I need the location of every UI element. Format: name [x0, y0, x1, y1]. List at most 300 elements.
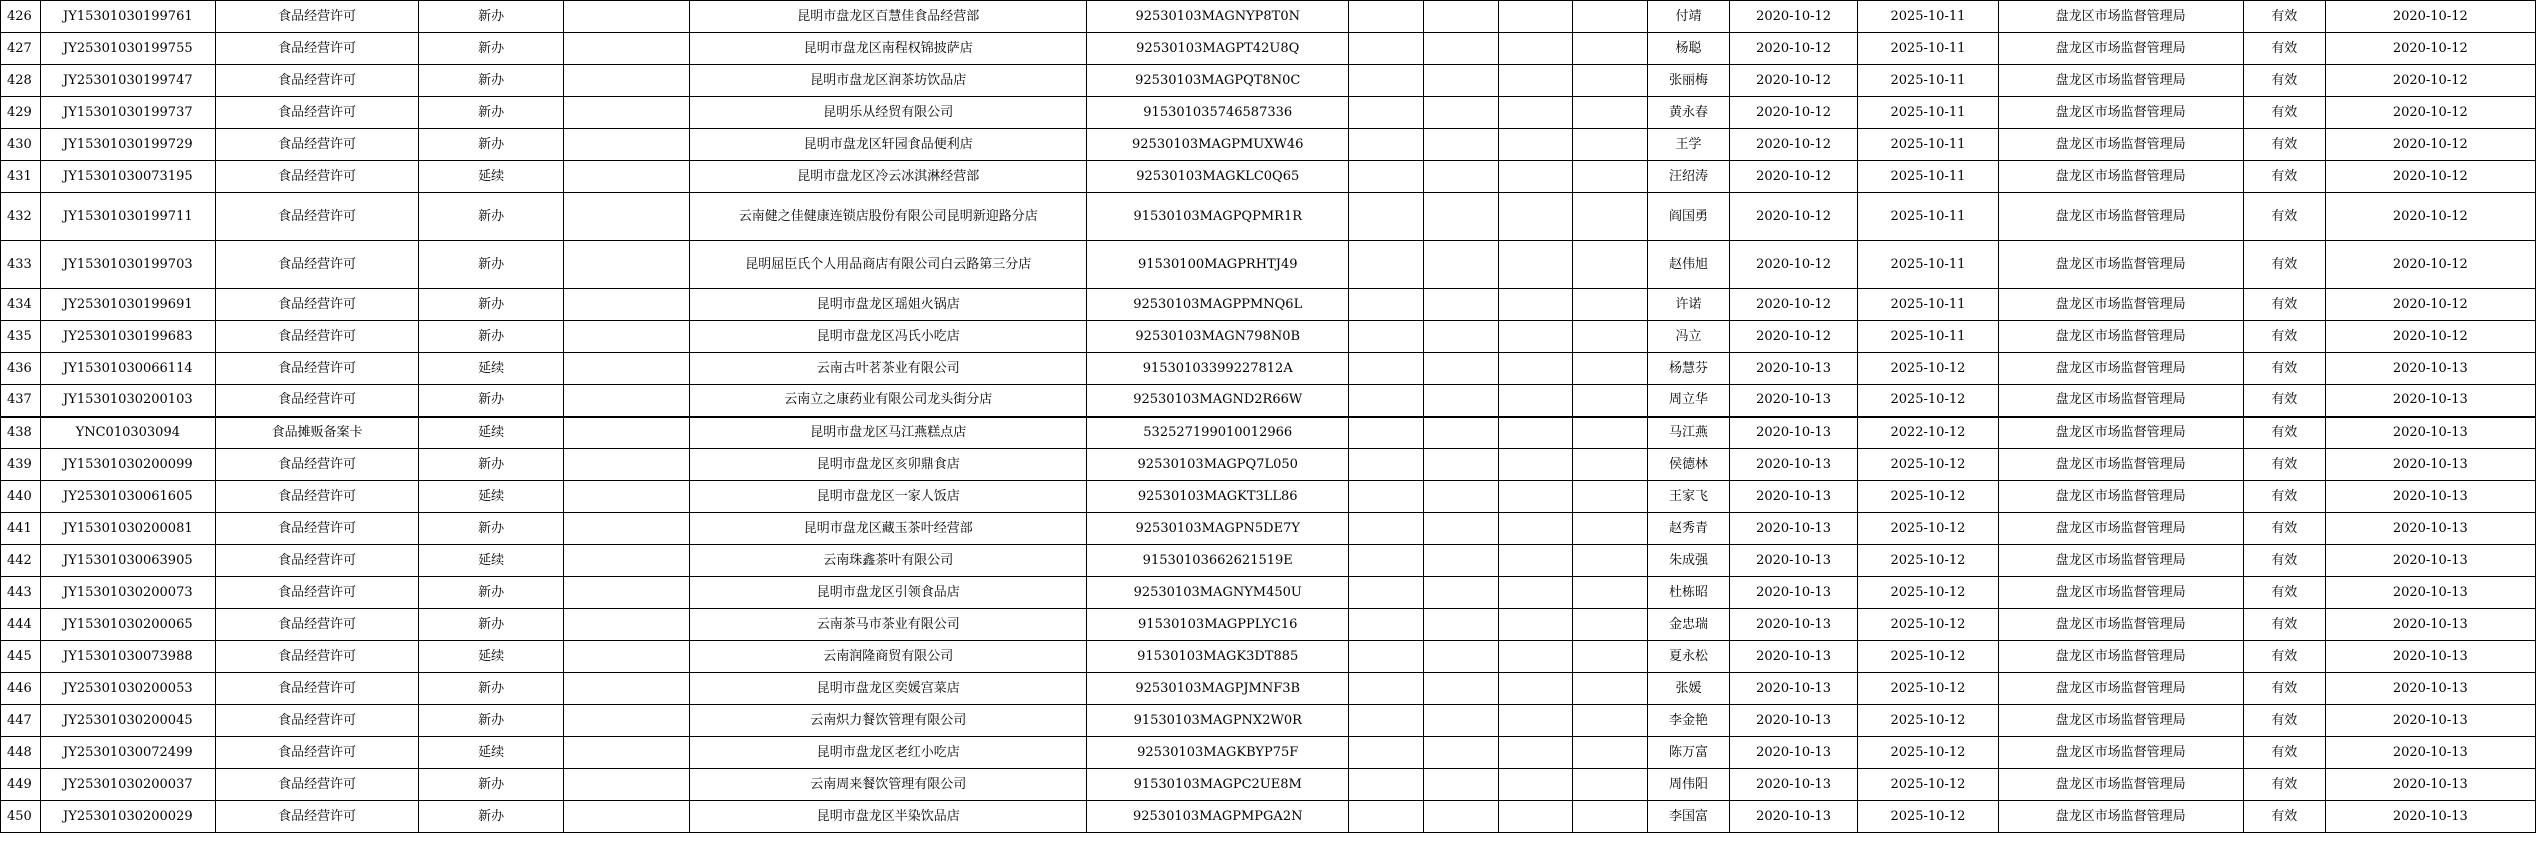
- cell-credit-code[interactable]: 91530103574658733​6: [1087, 97, 1349, 129]
- cell-issuing-authority[interactable]: 盘龙区市场监督管理局: [1998, 705, 2243, 737]
- cell-license-number[interactable]: JY15301030200103: [40, 385, 215, 417]
- cell-credit-code[interactable]: 91530103MAGPC2UE8M: [1087, 769, 1349, 801]
- cell-blank-col-a[interactable]: [564, 673, 690, 705]
- cell-blank-col-b[interactable]: [1349, 481, 1424, 513]
- cell-issue-date[interactable]: 2020-10-12: [1729, 97, 1858, 129]
- cell-row-number[interactable]: 438: [1, 417, 41, 449]
- cell-expiry-date[interactable]: 2025-10-12: [1858, 481, 1998, 513]
- cell-business-name[interactable]: 昆明市盘龙区亥卯鼎食店: [690, 449, 1087, 481]
- cell-business-name[interactable]: 昆明乐从经贸有限公司: [690, 97, 1087, 129]
- cell-application-type[interactable]: 新办: [419, 769, 564, 801]
- cell-license-number[interactable]: JY15301030199729: [40, 129, 215, 161]
- cell-blank-col-a[interactable]: [564, 545, 690, 577]
- cell-blank-col-c[interactable]: [1423, 385, 1498, 417]
- cell-validity-status[interactable]: 有效: [2243, 609, 2325, 641]
- cell-row-number[interactable]: 435: [1, 321, 41, 353]
- cell-row-number[interactable]: 430: [1, 129, 41, 161]
- cell-issuing-authority[interactable]: 盘龙区市场监督管理局: [1998, 353, 2243, 385]
- cell-blank-col-e[interactable]: [1573, 769, 1648, 801]
- cell-blank-col-c[interactable]: [1423, 1, 1498, 33]
- cell-blank-col-e[interactable]: [1573, 353, 1648, 385]
- cell-license-number[interactable]: JY25301030199683: [40, 321, 215, 353]
- cell-issuing-authority[interactable]: 盘龙区市场监督管理局: [1998, 609, 2243, 641]
- cell-blank-col-a[interactable]: [564, 449, 690, 481]
- cell-decision-date[interactable]: 2020-10-13: [2325, 801, 2535, 833]
- cell-business-name[interactable]: 昆明市盘龙区老红小吃店: [690, 737, 1087, 769]
- cell-legal-representative[interactable]: 冯立: [1648, 321, 1730, 353]
- cell-license-number[interactable]: JY15301030200073: [40, 577, 215, 609]
- cell-decision-date[interactable]: 2020-10-13: [2325, 705, 2535, 737]
- cell-blank-col-b[interactable]: [1349, 129, 1424, 161]
- cell-application-type[interactable]: 新办: [419, 97, 564, 129]
- cell-legal-representative[interactable]: 许诺: [1648, 289, 1730, 321]
- cell-legal-representative[interactable]: 夏永松: [1648, 641, 1730, 673]
- cell-expiry-date[interactable]: 2025-10-11: [1858, 193, 1998, 241]
- cell-issuing-authority[interactable]: 盘龙区市场监督管理局: [1998, 769, 2243, 801]
- cell-blank-col-b[interactable]: [1349, 97, 1424, 129]
- cell-business-name[interactable]: 昆明市盘龙区瑶姐火锅店: [690, 289, 1087, 321]
- cell-blank-col-c[interactable]: [1423, 673, 1498, 705]
- cell-row-number[interactable]: 449: [1, 769, 41, 801]
- cell-license-number[interactable]: JY15301030063905: [40, 545, 215, 577]
- cell-blank-col-d[interactable]: [1498, 193, 1573, 241]
- cell-application-type[interactable]: 延续: [419, 417, 564, 449]
- cell-license-type[interactable]: 食品经营许可: [215, 321, 418, 353]
- cell-blank-col-b[interactable]: [1349, 705, 1424, 737]
- cell-license-number[interactable]: JY15301030200099: [40, 449, 215, 481]
- cell-application-type[interactable]: 新办: [419, 33, 564, 65]
- cell-license-type[interactable]: 食品经营许可: [215, 353, 418, 385]
- cell-validity-status[interactable]: 有效: [2243, 193, 2325, 241]
- cell-issuing-authority[interactable]: 盘龙区市场监督管理局: [1998, 97, 2243, 129]
- cell-application-type[interactable]: 新办: [419, 577, 564, 609]
- cell-business-name[interactable]: 云南珠鑫茶叶有限公司: [690, 545, 1087, 577]
- cell-validity-status[interactable]: 有效: [2243, 641, 2325, 673]
- cell-application-type[interactable]: 延续: [419, 545, 564, 577]
- cell-license-number[interactable]: JY15301030200065: [40, 609, 215, 641]
- cell-blank-col-d[interactable]: [1498, 801, 1573, 833]
- cell-issue-date[interactable]: 2020-10-13: [1729, 513, 1858, 545]
- cell-blank-col-d[interactable]: [1498, 641, 1573, 673]
- cell-issuing-authority[interactable]: 盘龙区市场监督管理局: [1998, 321, 2243, 353]
- cell-blank-col-c[interactable]: [1423, 241, 1498, 289]
- cell-decision-date[interactable]: 2020-10-12: [2325, 1, 2535, 33]
- cell-blank-col-a[interactable]: [564, 577, 690, 609]
- cell-blank-col-b[interactable]: [1349, 801, 1424, 833]
- cell-blank-col-a[interactable]: [564, 769, 690, 801]
- cell-blank-col-b[interactable]: [1349, 241, 1424, 289]
- cell-issuing-authority[interactable]: 盘龙区市场监督管理局: [1998, 577, 2243, 609]
- cell-blank-col-d[interactable]: [1498, 129, 1573, 161]
- cell-license-type[interactable]: 食品摊贩备案卡: [215, 417, 418, 449]
- cell-blank-col-d[interactable]: [1498, 545, 1573, 577]
- cell-legal-representative[interactable]: 侯德林: [1648, 449, 1730, 481]
- cell-validity-status[interactable]: 有效: [2243, 545, 2325, 577]
- cell-issue-date[interactable]: 2020-10-13: [1729, 385, 1858, 417]
- cell-credit-code[interactable]: 92530103MAGPN5DE7Y: [1087, 513, 1349, 545]
- cell-legal-representative[interactable]: 周立华: [1648, 385, 1730, 417]
- cell-issue-date[interactable]: 2020-10-13: [1729, 673, 1858, 705]
- cell-blank-col-e[interactable]: [1573, 801, 1648, 833]
- cell-blank-col-a[interactable]: [564, 97, 690, 129]
- cell-issue-date[interactable]: 2020-10-12: [1729, 65, 1858, 97]
- cell-license-number[interactable]: JY15301030066114: [40, 353, 215, 385]
- cell-expiry-date[interactable]: 2025-10-12: [1858, 577, 1998, 609]
- cell-application-type[interactable]: 新办: [419, 321, 564, 353]
- cell-blank-col-c[interactable]: [1423, 97, 1498, 129]
- cell-row-number[interactable]: 426: [1, 1, 41, 33]
- cell-legal-representative[interactable]: 朱成强: [1648, 545, 1730, 577]
- cell-issue-date[interactable]: 2020-10-12: [1729, 193, 1858, 241]
- cell-blank-col-c[interactable]: [1423, 289, 1498, 321]
- cell-license-type[interactable]: 食品经营许可: [215, 801, 418, 833]
- cell-expiry-date[interactable]: 2025-10-11: [1858, 161, 1998, 193]
- cell-blank-col-a[interactable]: [564, 241, 690, 289]
- cell-blank-col-d[interactable]: [1498, 417, 1573, 449]
- cell-application-type[interactable]: 延续: [419, 737, 564, 769]
- cell-expiry-date[interactable]: 2025-10-12: [1858, 673, 1998, 705]
- cell-validity-status[interactable]: 有效: [2243, 513, 2325, 545]
- cell-issue-date[interactable]: 2020-10-13: [1729, 769, 1858, 801]
- cell-blank-col-e[interactable]: [1573, 1, 1648, 33]
- cell-validity-status[interactable]: 有效: [2243, 481, 2325, 513]
- cell-row-number[interactable]: 434: [1, 289, 41, 321]
- cell-legal-representative[interactable]: 赵秀青: [1648, 513, 1730, 545]
- cell-row-number[interactable]: 443: [1, 577, 41, 609]
- cell-validity-status[interactable]: 有效: [2243, 33, 2325, 65]
- cell-issuing-authority[interactable]: 盘龙区市场监督管理局: [1998, 801, 2243, 833]
- cell-blank-col-c[interactable]: [1423, 641, 1498, 673]
- cell-legal-representative[interactable]: 杜栋昭: [1648, 577, 1730, 609]
- cell-blank-col-b[interactable]: [1349, 161, 1424, 193]
- cell-credit-code[interactable]: 92530103MAGKT3LL86: [1087, 481, 1349, 513]
- cell-row-number[interactable]: 444: [1, 609, 41, 641]
- cell-license-type[interactable]: 食品经营许可: [215, 705, 418, 737]
- cell-blank-col-a[interactable]: [564, 33, 690, 65]
- cell-validity-status[interactable]: 有效: [2243, 737, 2325, 769]
- cell-expiry-date[interactable]: 2025-10-12: [1858, 513, 1998, 545]
- cell-blank-col-e[interactable]: [1573, 161, 1648, 193]
- cell-decision-date[interactable]: 2020-10-12: [2325, 33, 2535, 65]
- cell-credit-code[interactable]: 92530103MAGND2R66W: [1087, 385, 1349, 417]
- cell-expiry-date[interactable]: 2025-10-12: [1858, 705, 1998, 737]
- cell-license-number[interactable]: JY15301030199711: [40, 193, 215, 241]
- cell-blank-col-d[interactable]: [1498, 33, 1573, 65]
- cell-validity-status[interactable]: 有效: [2243, 161, 2325, 193]
- cell-application-type[interactable]: 新办: [419, 241, 564, 289]
- cell-license-type[interactable]: 食品经营许可: [215, 129, 418, 161]
- cell-license-type[interactable]: 食品经营许可: [215, 449, 418, 481]
- cell-row-number[interactable]: 428: [1, 65, 41, 97]
- cell-blank-col-b[interactable]: [1349, 641, 1424, 673]
- cell-expiry-date[interactable]: 2025-10-12: [1858, 385, 1998, 417]
- cell-blank-col-d[interactable]: [1498, 769, 1573, 801]
- cell-issuing-authority[interactable]: 盘龙区市场监督管理局: [1998, 641, 2243, 673]
- cell-decision-date[interactable]: 2020-10-12: [2325, 65, 2535, 97]
- cell-license-number[interactable]: JY15301030073195: [40, 161, 215, 193]
- cell-expiry-date[interactable]: 2025-10-12: [1858, 545, 1998, 577]
- cell-license-type[interactable]: 食品经营许可: [215, 577, 418, 609]
- cell-blank-col-b[interactable]: [1349, 385, 1424, 417]
- cell-blank-col-a[interactable]: [564, 1, 690, 33]
- cell-issuing-authority[interactable]: 盘龙区市场监督管理局: [1998, 129, 2243, 161]
- cell-blank-col-a[interactable]: [564, 641, 690, 673]
- cell-validity-status[interactable]: 有效: [2243, 801, 2325, 833]
- cell-validity-status[interactable]: 有效: [2243, 129, 2325, 161]
- cell-blank-col-a[interactable]: [564, 417, 690, 449]
- cell-validity-status[interactable]: 有效: [2243, 289, 2325, 321]
- cell-license-number[interactable]: YNC010303094: [40, 417, 215, 449]
- cell-blank-col-c[interactable]: [1423, 33, 1498, 65]
- cell-license-type[interactable]: 食品经营许可: [215, 545, 418, 577]
- cell-application-type[interactable]: 新办: [419, 385, 564, 417]
- cell-blank-col-e[interactable]: [1573, 545, 1648, 577]
- cell-credit-code[interactable]: 532527199010012966: [1087, 417, 1349, 449]
- cell-license-type[interactable]: 食品经营许可: [215, 65, 418, 97]
- cell-business-name[interactable]: 昆明市盘龙区南程权锦披萨店: [690, 33, 1087, 65]
- cell-row-number[interactable]: 448: [1, 737, 41, 769]
- cell-decision-date[interactable]: 2020-10-13: [2325, 513, 2535, 545]
- cell-blank-col-e[interactable]: [1573, 33, 1648, 65]
- cell-validity-status[interactable]: 有效: [2243, 241, 2325, 289]
- cell-application-type[interactable]: 延续: [419, 161, 564, 193]
- cell-decision-date[interactable]: 2020-10-13: [2325, 769, 2535, 801]
- cell-business-name[interactable]: 昆明市盘龙区奕媛宫菜店: [690, 673, 1087, 705]
- cell-legal-representative[interactable]: 杨慧芬: [1648, 353, 1730, 385]
- cell-blank-col-a[interactable]: [564, 65, 690, 97]
- cell-validity-status[interactable]: 有效: [2243, 65, 2325, 97]
- cell-validity-status[interactable]: 有效: [2243, 97, 2325, 129]
- cell-legal-representative[interactable]: 陈万富: [1648, 737, 1730, 769]
- cell-blank-col-b[interactable]: [1349, 321, 1424, 353]
- cell-issuing-authority[interactable]: 盘龙区市场监督管理局: [1998, 673, 2243, 705]
- cell-blank-col-d[interactable]: [1498, 481, 1573, 513]
- cell-credit-code[interactable]: 92530103MAGNYP8T0N: [1087, 1, 1349, 33]
- cell-legal-representative[interactable]: 赵伟旭: [1648, 241, 1730, 289]
- cell-credit-code[interactable]: 91530103399227812A: [1087, 353, 1349, 385]
- cell-license-number[interactable]: JY25301030199691: [40, 289, 215, 321]
- cell-business-name[interactable]: 云南润隆商贸有限公司: [690, 641, 1087, 673]
- cell-business-name[interactable]: 云南炽力餐饮管理有限公司: [690, 705, 1087, 737]
- cell-issuing-authority[interactable]: 盘龙区市场监督管理局: [1998, 241, 2243, 289]
- cell-license-type[interactable]: 食品经营许可: [215, 161, 418, 193]
- cell-credit-code[interactable]: 92530103MAGPPMNQ6L: [1087, 289, 1349, 321]
- cell-issue-date[interactable]: 2020-10-13: [1729, 449, 1858, 481]
- cell-decision-date[interactable]: 2020-10-13: [2325, 641, 2535, 673]
- cell-decision-date[interactable]: 2020-10-12: [2325, 97, 2535, 129]
- cell-expiry-date[interactable]: 2025-10-11: [1858, 65, 1998, 97]
- cell-issuing-authority[interactable]: 盘龙区市场监督管理局: [1998, 481, 2243, 513]
- cell-expiry-date[interactable]: 2025-10-11: [1858, 97, 1998, 129]
- cell-issuing-authority[interactable]: 盘龙区市场监督管理局: [1998, 737, 2243, 769]
- cell-blank-col-a[interactable]: [564, 609, 690, 641]
- cell-blank-col-e[interactable]: [1573, 241, 1648, 289]
- cell-issue-date[interactable]: 2020-10-13: [1729, 705, 1858, 737]
- cell-credit-code[interactable]: 92530103MAGPMPGA2N: [1087, 801, 1349, 833]
- cell-business-name[interactable]: 昆明市盘龙区冷云冰淇淋经营部: [690, 161, 1087, 193]
- cell-credit-code[interactable]: 92530103MAGPMUXW46: [1087, 129, 1349, 161]
- cell-blank-col-d[interactable]: [1498, 609, 1573, 641]
- cell-credit-code[interactable]: 91530103MAGK3DT885: [1087, 641, 1349, 673]
- cell-business-name[interactable]: 昆明市盘龙区冯氏小吃店: [690, 321, 1087, 353]
- cell-decision-date[interactable]: 2020-10-12: [2325, 161, 2535, 193]
- cell-blank-col-b[interactable]: [1349, 417, 1424, 449]
- cell-blank-col-d[interactable]: [1498, 97, 1573, 129]
- cell-expiry-date[interactable]: 2025-10-11: [1858, 321, 1998, 353]
- cell-blank-col-c[interactable]: [1423, 609, 1498, 641]
- cell-business-name[interactable]: 云南古叶茗茶业有限公司: [690, 353, 1087, 385]
- cell-license-number[interactable]: JY25301030199755: [40, 33, 215, 65]
- cell-blank-col-b[interactable]: [1349, 769, 1424, 801]
- cell-application-type[interactable]: 延续: [419, 641, 564, 673]
- cell-decision-date[interactable]: 2020-10-13: [2325, 385, 2535, 417]
- cell-blank-col-e[interactable]: [1573, 737, 1648, 769]
- cell-legal-representative[interactable]: 金忠瑞: [1648, 609, 1730, 641]
- cell-row-number[interactable]: 450: [1, 801, 41, 833]
- cell-issuing-authority[interactable]: 盘龙区市场监督管理局: [1998, 193, 2243, 241]
- cell-issuing-authority[interactable]: 盘龙区市场监督管理局: [1998, 161, 2243, 193]
- cell-license-number[interactable]: JY15301030199703: [40, 241, 215, 289]
- cell-license-number[interactable]: JY25301030200045: [40, 705, 215, 737]
- cell-business-name[interactable]: 云南茶马市茶业有限公司: [690, 609, 1087, 641]
- cell-issue-date[interactable]: 2020-10-12: [1729, 241, 1858, 289]
- cell-blank-col-a[interactable]: [564, 353, 690, 385]
- cell-blank-col-a[interactable]: [564, 705, 690, 737]
- cell-license-type[interactable]: 食品经营许可: [215, 769, 418, 801]
- cell-license-type[interactable]: 食品经营许可: [215, 289, 418, 321]
- cell-validity-status[interactable]: 有效: [2243, 417, 2325, 449]
- cell-expiry-date[interactable]: 2025-10-11: [1858, 241, 1998, 289]
- cell-business-name[interactable]: 昆明市盘龙区百慧佳食品经营部: [690, 1, 1087, 33]
- cell-blank-col-d[interactable]: [1498, 513, 1573, 545]
- cell-license-number[interactable]: JY25301030061605: [40, 481, 215, 513]
- cell-blank-col-b[interactable]: [1349, 193, 1424, 241]
- cell-blank-col-e[interactable]: [1573, 193, 1648, 241]
- cell-legal-representative[interactable]: 张媛: [1648, 673, 1730, 705]
- cell-credit-code[interactable]: 91530103MAGPNX2W0R: [1087, 705, 1349, 737]
- cell-blank-col-d[interactable]: [1498, 65, 1573, 97]
- cell-decision-date[interactable]: 2020-10-13: [2325, 577, 2535, 609]
- cell-application-type[interactable]: 新办: [419, 673, 564, 705]
- cell-blank-col-c[interactable]: [1423, 801, 1498, 833]
- cell-decision-date[interactable]: 2020-10-12: [2325, 321, 2535, 353]
- cell-expiry-date[interactable]: 2025-10-12: [1858, 769, 1998, 801]
- cell-expiry-date[interactable]: 2025-10-11: [1858, 33, 1998, 65]
- cell-credit-code[interactable]: 92530103MAGPQ7L050: [1087, 449, 1349, 481]
- cell-expiry-date[interactable]: 2025-10-11: [1858, 289, 1998, 321]
- cell-blank-col-c[interactable]: [1423, 321, 1498, 353]
- cell-blank-col-d[interactable]: [1498, 385, 1573, 417]
- cell-blank-col-b[interactable]: [1349, 577, 1424, 609]
- cell-blank-col-e[interactable]: [1573, 417, 1648, 449]
- cell-blank-col-d[interactable]: [1498, 577, 1573, 609]
- cell-blank-col-c[interactable]: [1423, 161, 1498, 193]
- cell-blank-col-d[interactable]: [1498, 705, 1573, 737]
- cell-license-type[interactable]: 食品经营许可: [215, 737, 418, 769]
- cell-credit-code[interactable]: 91530103662621519E: [1087, 545, 1349, 577]
- cell-issuing-authority[interactable]: 盘龙区市场监督管理局: [1998, 545, 2243, 577]
- cell-license-type[interactable]: 食品经营许可: [215, 609, 418, 641]
- cell-blank-col-b[interactable]: [1349, 353, 1424, 385]
- cell-issue-date[interactable]: 2020-10-13: [1729, 353, 1858, 385]
- cell-validity-status[interactable]: 有效: [2243, 769, 2325, 801]
- cell-blank-col-b[interactable]: [1349, 609, 1424, 641]
- cell-license-number[interactable]: JY25301030200053: [40, 673, 215, 705]
- cell-validity-status[interactable]: 有效: [2243, 449, 2325, 481]
- cell-blank-col-c[interactable]: [1423, 513, 1498, 545]
- cell-issue-date[interactable]: 2020-10-13: [1729, 737, 1858, 769]
- cell-blank-col-c[interactable]: [1423, 545, 1498, 577]
- cell-blank-col-e[interactable]: [1573, 97, 1648, 129]
- cell-issue-date[interactable]: 2020-10-12: [1729, 33, 1858, 65]
- cell-credit-code[interactable]: 91530100MAGPRHTJ49: [1087, 241, 1349, 289]
- cell-blank-col-e[interactable]: [1573, 321, 1648, 353]
- cell-issue-date[interactable]: 2020-10-13: [1729, 577, 1858, 609]
- cell-blank-col-b[interactable]: [1349, 1, 1424, 33]
- cell-blank-col-c[interactable]: [1423, 769, 1498, 801]
- cell-legal-representative[interactable]: 杨聪: [1648, 33, 1730, 65]
- cell-expiry-date[interactable]: 2025-10-12: [1858, 353, 1998, 385]
- cell-business-name[interactable]: 云南立之康药业有限公司龙头街分店: [690, 385, 1087, 417]
- cell-issue-date[interactable]: 2020-10-12: [1729, 289, 1858, 321]
- cell-credit-code[interactable]: 92530103MAGPJMNF3B: [1087, 673, 1349, 705]
- cell-legal-representative[interactable]: 周伟阳: [1648, 769, 1730, 801]
- cell-blank-col-d[interactable]: [1498, 321, 1573, 353]
- cell-license-type[interactable]: 食品经营许可: [215, 513, 418, 545]
- cell-blank-col-c[interactable]: [1423, 577, 1498, 609]
- cell-decision-date[interactable]: 2020-10-12: [2325, 241, 2535, 289]
- cell-blank-col-c[interactable]: [1423, 449, 1498, 481]
- cell-row-number[interactable]: 427: [1, 33, 41, 65]
- cell-blank-col-e[interactable]: [1573, 577, 1648, 609]
- cell-blank-col-b[interactable]: [1349, 545, 1424, 577]
- cell-decision-date[interactable]: 2020-10-13: [2325, 737, 2535, 769]
- cell-legal-representative[interactable]: 李金艳: [1648, 705, 1730, 737]
- cell-row-number[interactable]: 432: [1, 193, 41, 241]
- cell-license-type[interactable]: 食品经营许可: [215, 1, 418, 33]
- cell-blank-col-b[interactable]: [1349, 449, 1424, 481]
- cell-credit-code[interactable]: 92530103MAGKLC0Q65: [1087, 161, 1349, 193]
- cell-blank-col-d[interactable]: [1498, 353, 1573, 385]
- cell-blank-col-c[interactable]: [1423, 65, 1498, 97]
- cell-business-name[interactable]: 昆明市盘龙区一家人饭店: [690, 481, 1087, 513]
- cell-license-type[interactable]: 食品经营许可: [215, 241, 418, 289]
- cell-credit-code[interactable]: 91530103MAGPPLYC16: [1087, 609, 1349, 641]
- cell-blank-col-b[interactable]: [1349, 513, 1424, 545]
- cell-license-number[interactable]: JY25301030072499: [40, 737, 215, 769]
- cell-business-name[interactable]: 昆明屈臣氏个人用品商店有限公司白云路第三分店: [690, 241, 1087, 289]
- cell-issuing-authority[interactable]: 盘龙区市场监督管理局: [1998, 65, 2243, 97]
- cell-business-name[interactable]: 云南健之佳健康连锁店股份有限公司昆明新迎路分店: [690, 193, 1087, 241]
- cell-blank-col-d[interactable]: [1498, 449, 1573, 481]
- cell-issue-date[interactable]: 2020-10-13: [1729, 641, 1858, 673]
- cell-blank-col-a[interactable]: [564, 385, 690, 417]
- cell-license-type[interactable]: 食品经营许可: [215, 385, 418, 417]
- cell-blank-col-b[interactable]: [1349, 289, 1424, 321]
- cell-expiry-date[interactable]: 2022-10-12: [1858, 417, 1998, 449]
- cell-blank-col-b[interactable]: [1349, 673, 1424, 705]
- cell-validity-status[interactable]: 有效: [2243, 705, 2325, 737]
- cell-credit-code[interactable]: 92530103MAGPQT8N0C: [1087, 65, 1349, 97]
- cell-expiry-date[interactable]: 2025-10-11: [1858, 1, 1998, 33]
- cell-issue-date[interactable]: 2020-10-13: [1729, 417, 1858, 449]
- cell-blank-col-d[interactable]: [1498, 1, 1573, 33]
- cell-blank-col-c[interactable]: [1423, 481, 1498, 513]
- cell-validity-status[interactable]: 有效: [2243, 673, 2325, 705]
- cell-blank-col-c[interactable]: [1423, 417, 1498, 449]
- cell-blank-col-a[interactable]: [564, 481, 690, 513]
- cell-decision-date[interactable]: 2020-10-13: [2325, 673, 2535, 705]
